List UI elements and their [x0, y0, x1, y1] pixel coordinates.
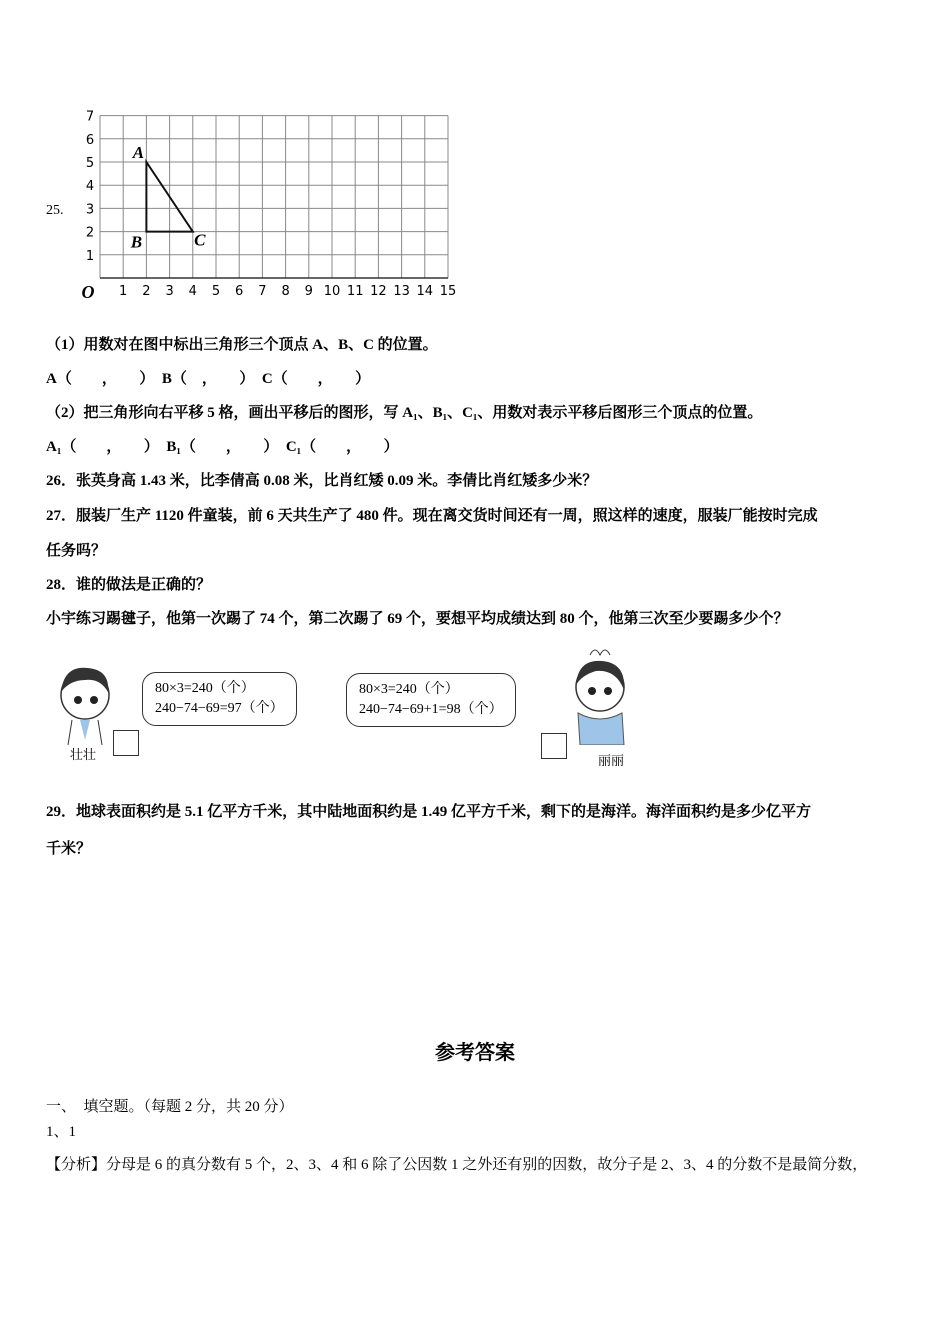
x-tick-label: 10	[323, 284, 341, 299]
vertex-label-a: A	[132, 143, 145, 162]
girl-calc-1: 80×3=240（个）	[359, 682, 459, 697]
answers-title: 参考答案	[435, 1042, 515, 1064]
boy-speech-bubble	[142, 672, 297, 726]
x-tick-label: 11	[346, 284, 364, 299]
y-tick-label: 4	[85, 179, 95, 195]
answer-box-boy[interactable]	[113, 730, 139, 756]
x-tick-label: 12	[370, 284, 387, 299]
y-tick-label: 1	[85, 248, 95, 264]
question-28-line1: 28．谁的做法是正确的？	[46, 577, 212, 593]
question-26: 26．张英身高 1.43 米，比李倩高 0.08 米，比肖红矮 0.09 米。李倩比肖红矮多少米？	[46, 473, 598, 489]
vertex-label-b: B	[130, 232, 143, 252]
question-27-line2: 任务吗？	[46, 543, 107, 559]
girl-illustration	[560, 645, 640, 745]
q25-part1-blanks: A（ ， ） B（ ， ） C（ ， ）	[46, 371, 371, 387]
question-29-line2: 千米？	[46, 841, 92, 857]
answers-section-heading: 一、 填空题。（每题 2 分，共 20 分）	[46, 1099, 294, 1115]
x-tick-label: 5	[211, 284, 221, 299]
x-tick-label: 14	[416, 284, 434, 299]
answer-analysis: 【分析】分母是 6 的真分数有 5 个，2、3、4 和 6 除了公因数 1 之外还有别的因数，故分子是 2、3、4 的分数不是最简分数，	[46, 1157, 868, 1173]
vertex-label-c: C	[194, 230, 206, 250]
boy-calc-2: 240−74−69=97（个）	[155, 701, 284, 716]
y-tick-label: 5	[85, 156, 95, 171]
question-number: 25.	[46, 203, 64, 218]
x-tick-label: 8	[281, 284, 290, 299]
girl-calc-2: 240−74−69+1=98（个）	[359, 702, 503, 717]
x-tick-label: 3	[165, 284, 174, 299]
x-tick-label: 6	[235, 284, 244, 299]
girl-name: 丽丽	[598, 753, 625, 768]
x-tick-label: 4	[188, 284, 197, 299]
question-29-line1: 29．地球表面积约是 5.1 亿平方千米，其中陆地面积约是 1.49 亿平方千米，剩下的是海洋。海洋面积约是多少亿平方	[46, 804, 812, 820]
question-28-line2: 小宇练习踢毽子，他第一次踢了 74 个，第二次踢了 69 个，要想平均成绩达到 80 个，他第三次至少要踢多少个？	[46, 611, 789, 627]
question-27-line1: 27．服装厂生产 1120 件童装，前 6 天共生产了 480 件。现在离交货时间还有一周，照这样的速度，服装厂能按时完成	[46, 508, 818, 524]
x-tick-label: 2	[142, 284, 151, 299]
x-tick-label: 15	[439, 284, 457, 299]
q25-part2-blanks: A₁（ ， ） B₁（ ， ） C₁（ ， ）	[46, 439, 399, 455]
answer-box-girl[interactable]	[541, 733, 567, 759]
answer-item-1: 1、1	[46, 1124, 77, 1140]
y-tick-label: 3	[85, 202, 95, 218]
x-tick-label: 13	[393, 284, 410, 299]
y-tick-label: 7	[85, 109, 95, 125]
origin-label: O	[81, 282, 95, 300]
boy-calc-1: 80×3=240（个）	[155, 681, 255, 696]
x-tick-label: 7	[258, 284, 267, 299]
girl-speech-bubble	[346, 673, 516, 727]
coordinate-grid	[80, 105, 470, 300]
q25-part1: （1）用数对在图中标出三角形三个顶点 A、B、C 的位置。	[46, 337, 438, 353]
q25-part2: （2）把三角形向右平移 5 格，画出平移后的图形，写 A₁、B₁、C₁、用数对表示平移后图形三个顶点的位置。	[46, 405, 763, 421]
y-tick-label: 2	[85, 225, 95, 241]
x-tick-label: 9	[304, 284, 313, 299]
x-tick-label: 1	[119, 284, 128, 299]
boy-name: 壮壮	[70, 747, 97, 762]
y-tick-label: 6	[85, 132, 95, 148]
